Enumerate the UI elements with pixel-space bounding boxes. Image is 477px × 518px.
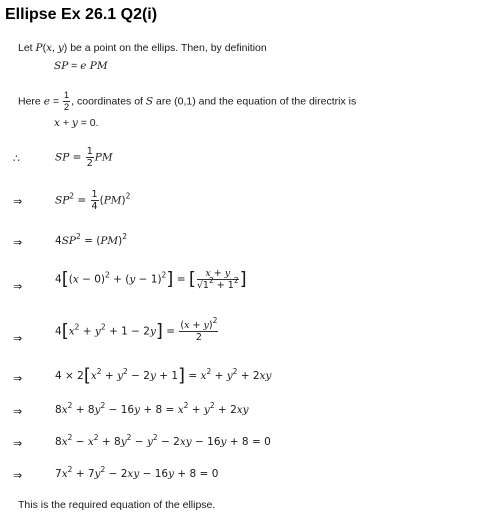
therefore-symbol: ∴ xyxy=(13,152,20,165)
step-2: $SP^2$ = $\frac{1}{4}$ (PM)$^2$ xyxy=(55,189,131,212)
implies-symbol: ⇒ xyxy=(13,332,23,345)
implies-symbol: ⇒ xyxy=(13,236,23,249)
intro-line-1: Let P(x, y) be a point on the ellips. Then, by definition xyxy=(18,42,267,54)
implies-symbol: ⇒ xyxy=(13,437,23,450)
intro-line-2: Here e = $\frac{1}{2}$ , coordinates of S are (0,1) and the equation of the directrix is xyxy=(18,90,357,113)
step-1: SP = $\frac{1}{2}$ PM xyxy=(55,146,113,169)
implies-symbol: ⇒ xyxy=(13,405,23,418)
step-3: $4SP^2 = (PM)^2$ xyxy=(55,232,128,247)
step-9: $7x^2 + 7y^2 - 2xy - 16y + 8 = 0$ xyxy=(55,465,219,480)
page-title: Ellipse Ex 26.1 Q2(i) xyxy=(5,6,158,23)
intro-definition-equation: SP = e PM xyxy=(54,60,108,72)
step-4: $4[(x - 0)^2 + (y - 1)^2]$ = [ $\frac{x + y}{√1^2 + 1^2}$ ] xyxy=(55,268,247,291)
intro-directrix-equation: x + y = 0. xyxy=(54,117,99,129)
conclusion-text: This is the required equation of the ellipse. xyxy=(18,499,216,511)
step-8: $8x^2 - x^2 + 8y^2 - y^2 - 2xy - 16y + 8 = 0$ xyxy=(55,433,271,448)
implies-symbol: ⇒ xyxy=(13,469,23,482)
implies-symbol: ⇒ xyxy=(13,280,23,293)
implies-symbol: ⇒ xyxy=(13,195,23,208)
step-5: $4[x^2 + y^2 + 1 - 2y]$ = $\frac{(x + y)^2}{2}$ xyxy=(55,316,218,343)
step-7: $8x^2 + 8y^2 - 16y + 8 = x^2 + y^2 + 2xy$ xyxy=(55,401,249,416)
step-6: $4 \times 2[x^2 + y^2 - 2y + 1] = x^2 + y^2 + 2xy$ xyxy=(55,365,272,386)
implies-symbol: ⇒ xyxy=(13,372,23,385)
